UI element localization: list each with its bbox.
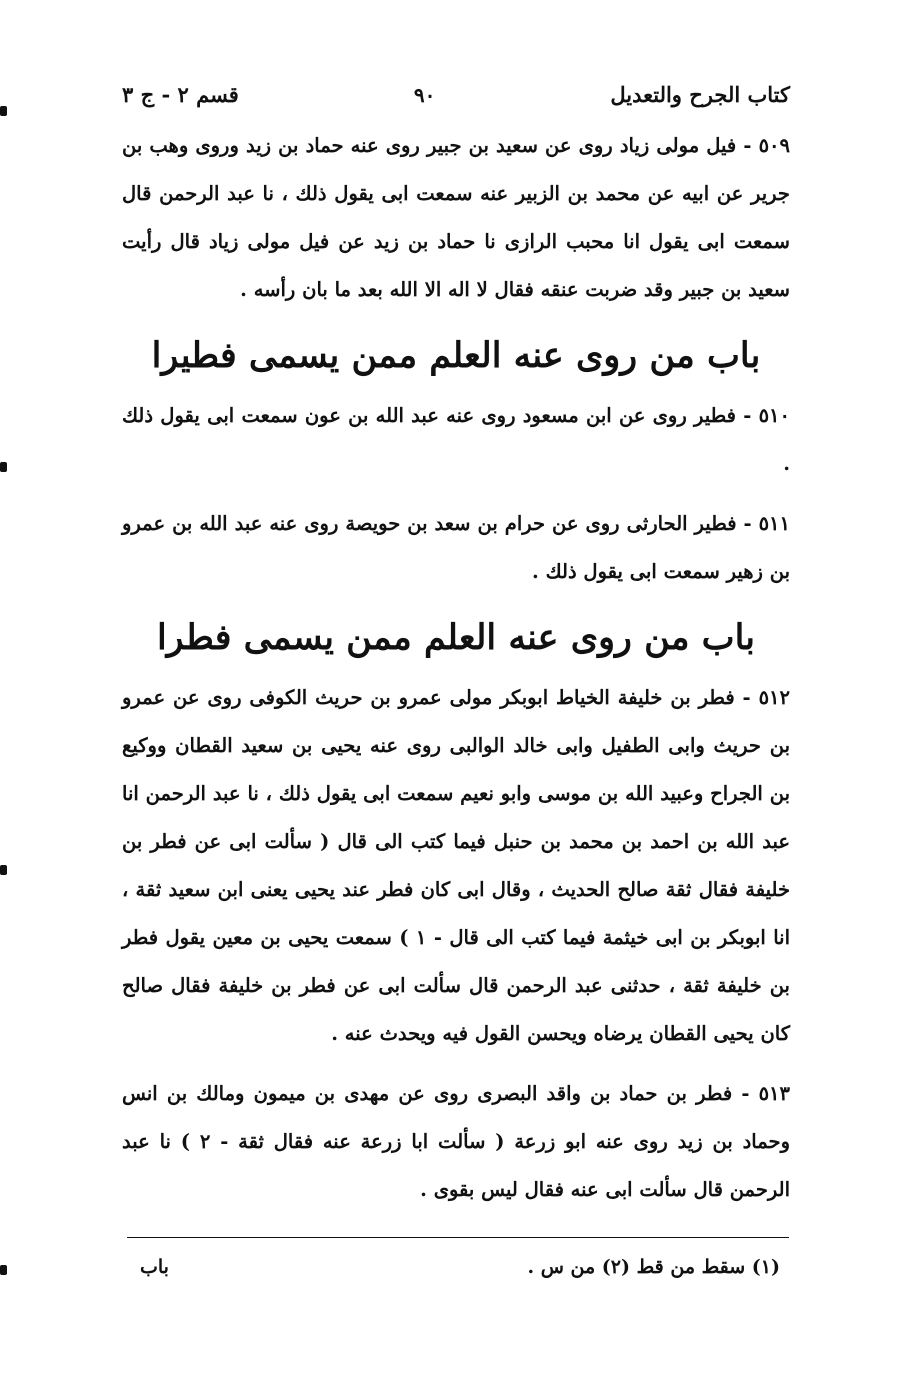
footnote-divider — [127, 1237, 789, 1238]
page-header — [122, 82, 790, 122]
footnote: (١) سقط من قط (٢) من س . — [527, 1256, 780, 1278]
section-title-fatir: باب من روى عنه العلم ممن يسمى فطيرا — [151, 335, 761, 376]
margin-mark — [0, 106, 7, 116]
catchword: باب — [140, 1256, 169, 1278]
entry-511: ٥١١ - فطير الحارثى روى عن حرام بن سعد بن حويصة روى عنه عبد الله بن عمرو بن زهير سمعت ابى يقول ذلك . — [122, 512, 790, 583]
entry-512: ٥١٢ - فطر بن خليفة الخياط ابوبكر مولى عمرو بن حريث الكوفى روى عن عمرو بن حريث وابى الطفيل وابى خالد الوالبى روى عنه يحيى بن سعيد القطان ووكيع بن الجراح وعبيد الله بن موسى وابو نعيم سمعت ابى يقول ذلك ، نا عبد الرحمن انا عبد الله بن احمد بن محمد بن حنبل فيما كتب الى قال ( سألت ابى عن فطر بن خليفة فقال ثقة صالح الحديث ، وقال ابى كان فطر عند يحيى يعنى ابن سعيد ثقة ، انا ابوبكر بن ابى خيثمة فيما كتب الى قال - ١ ) سمعت يحيى بن معين يقول فطر بن خليفة ثقة ، حدثنى عبد الرحمن قال سألت ابى عن فطر بن خليفة فقال صالح كان يحيى القطان يرضاه ويحسن القول فيه ويحدث عنه . — [122, 686, 791, 1045]
entry-509: ٥٠٩ - فيل مولى زياد روى عن سعيد بن جبير روى عنه حماد بن زيد وروى وهب بن جرير عن ابيه عن محمد بن الزبير عنه سمعت ابى يقول ذلك ، نا عبد الرحمن قال سمعت ابى يقول انا محبب الرازى نا حماد بن زيد عن فيل مولى زياد قال رأيت سعيد بن جبير وقد ضربت عنقه فقال لا اله الا الله بعد ما بان رأسه . — [122, 134, 790, 301]
book-title: كتاب الجرح والتعديل — [610, 82, 790, 107]
margin-mark — [0, 462, 7, 472]
section-title-fitr: باب من روى عنه العلم ممن يسمى فطرا — [156, 617, 756, 658]
entry-513: ٥١٣ - فطر بن حماد بن واقد البصرى روى عن مهدى بن ميمون ومالك بن انس وحماد بن زيد روى عنه ابو زرعة ( سألت ابا زرعة عنه فقال ثقة - ٢ ) نا عبد الرحمن قال سألت ابى عنه فقال ليس بقوى . — [122, 1082, 790, 1201]
section-label: قسم ٢ - ج ٣ — [122, 82, 239, 107]
margin-mark — [0, 865, 7, 875]
entry-510: ٥١٠ - فطير روى عن ابن مسعود روى عنه عبد الله بن عون سمعت ابى يقول ذلك . — [122, 404, 790, 475]
margin-mark — [0, 1265, 7, 1275]
page-number: ٩٠ — [413, 83, 436, 107]
page-footer — [140, 1256, 780, 1278]
page — [122, 82, 790, 1226]
